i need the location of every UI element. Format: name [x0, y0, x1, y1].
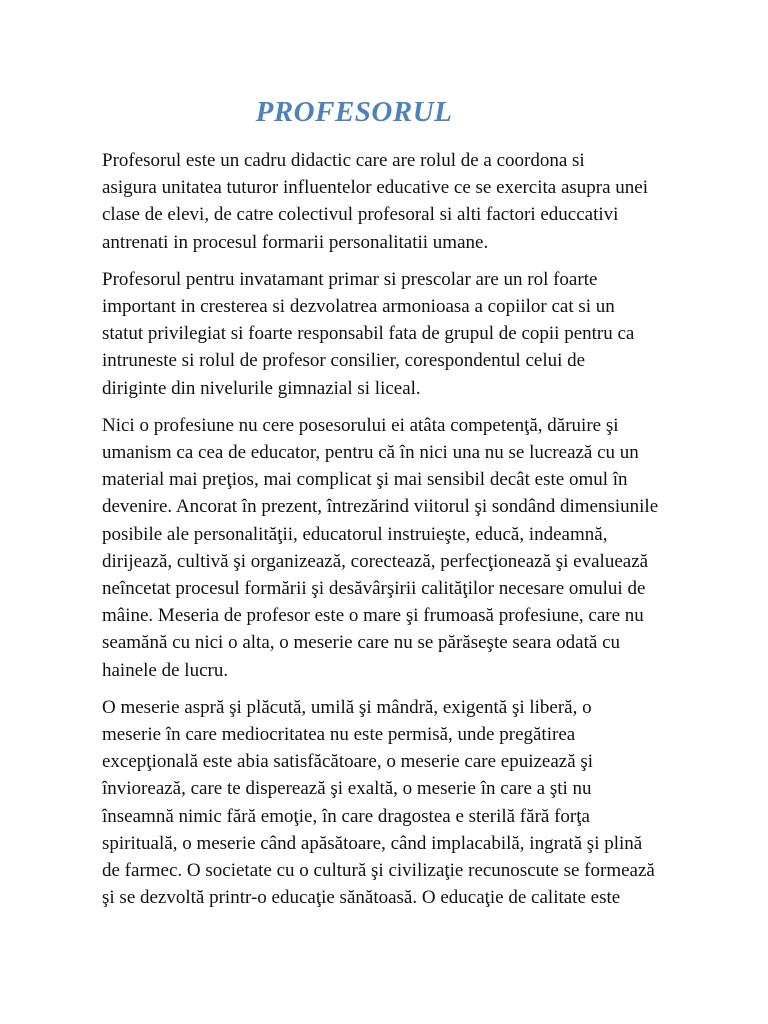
paragraph	[92, 266, 686, 402]
document-body	[92, 147, 686, 921]
paragraph	[92, 694, 686, 912]
text-line: spirituală, o meserie când apăsătoare, când implacabilă, ingrată şi plină	[102, 832, 643, 854]
text-line: excepţională este abia satisfăcătoare, o meserie care epuizează şi	[102, 751, 594, 773]
text-line: de farmec. O societate cu o cultură şi civilizaţie recunoscute se formează	[102, 860, 655, 882]
document-title: PROFESORUL	[255, 96, 453, 128]
text-line: seamănă cu nici o alta, o meserie care nu se părăseşte seara odată cu	[102, 632, 621, 654]
paragraph	[92, 412, 686, 684]
text-line: înseamnă nimic fără emoţie, în care dragostea e sterilă fără forţa	[102, 805, 590, 827]
text-line: Profesorul pentru invatamant primar si prescolar are un rol foarte	[102, 268, 598, 290]
text-line: neîncetat procesul formării şi desăvârşirii calităţilor necesare omului de	[102, 578, 646, 600]
text-line: antrenati in procesul formarii personalitatii umane.	[102, 231, 489, 253]
text-line: Profesorul este un cadru didactic care are rolul de a coordona si	[102, 150, 585, 171]
text-line: posibile ale personalităţii, educatorul instruieşte, educă, indeamnă,	[102, 523, 608, 545]
text-line: dirijează, cultivă şi organizează, corectează, perfecţionează şi evaluează	[102, 550, 649, 572]
text-line: şi se dezvoltă printr-o educaţie sănătoasă. O educaţie de calitate este	[102, 887, 621, 909]
text-line: O meserie aspră şi plăcută, umilă şi mândră, exigentă şi liberă, o	[102, 696, 592, 718]
text-line: material mai preţios, mai complicat şi mai sensibil decât este omul în	[102, 469, 628, 491]
text-line: umanism ca cea de educator, pentru că în nici una nu se lucrează cu un	[102, 442, 639, 464]
text-line: clase de elevi, de catre colectivul profesoral si alti factori educcativi	[102, 204, 619, 226]
paragraph	[92, 147, 686, 256]
text-line: important in cresterea si dezvolatrea armonioasa a copiilor cat si un	[102, 296, 615, 318]
text-line: meserie în care mediocritatea nu este permisă, unde pregătirea	[102, 724, 576, 746]
text-line: devenire. Ancorat în prezent, întrezărind viitorul şi sondând dimensiunile	[102, 496, 659, 518]
text-line: Nici o profesiune nu cere posesorului ei atâta competenţă, dăruire şi	[102, 414, 619, 436]
text-line: statut privilegiat si foarte responsabil fata de grupul de copii pentru ca	[102, 323, 635, 345]
text-line: mâine. Meseria de profesor este o mare şi frumoasă profesiune, care nu	[102, 605, 644, 627]
text-line: asigura unitatea tuturor influentelor educative ce se exercita asupra unei	[102, 177, 648, 199]
text-line: diriginte din nivelurile gimnazial si liceal.	[102, 377, 421, 399]
text-line: intruneste si rolul de profesor consilier, corespondentul celui de	[102, 350, 586, 372]
text-line: înviorează, care te disperează şi exaltă, o meserie în care a şti nu	[102, 778, 592, 800]
text-line: hainele de lucru.	[102, 659, 229, 681]
